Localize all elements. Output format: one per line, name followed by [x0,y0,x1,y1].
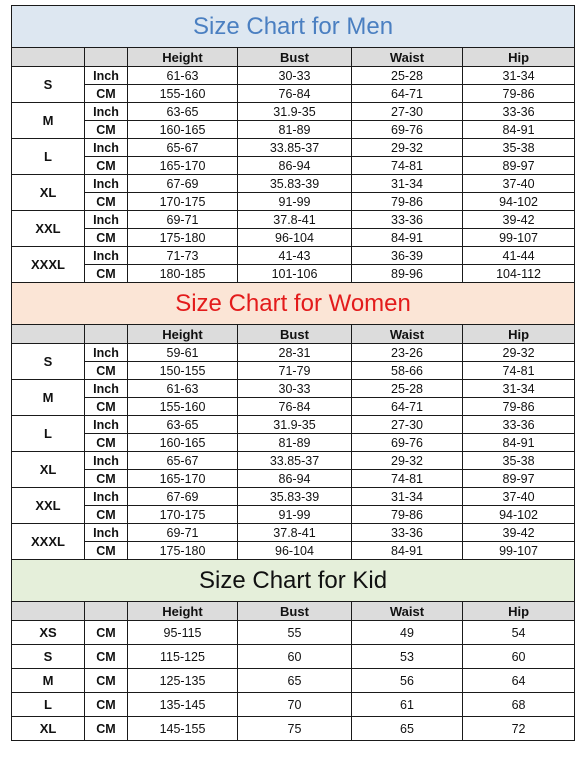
cm-value: 76-84 [238,398,352,416]
cm-value: 84-91 [463,121,575,139]
unit-label-cm: CM [85,193,128,211]
unit-label-inch: Inch [85,139,128,157]
cm-value: 70 [238,693,352,717]
table-row [12,211,575,229]
column-header-height: Height [128,602,238,621]
header-blank-size [12,325,85,344]
size-chart-body [12,6,575,741]
cm-value: 101-106 [238,265,352,283]
unit-label-cm: CM [85,621,128,645]
cm-value: 72 [463,717,575,741]
inch-value: 59-61 [128,344,238,362]
cm-value: 79-86 [352,193,463,211]
cm-value: 155-160 [128,85,238,103]
size-chart-table [11,5,575,741]
cm-value: 79-86 [463,398,575,416]
cm-value: 96-104 [238,542,352,560]
inch-value: 31-34 [463,67,575,85]
table-row [12,542,575,560]
unit-label-inch: Inch [85,211,128,229]
cm-value: 145-155 [128,717,238,741]
inch-value: 30-33 [238,380,352,398]
table-row [12,344,575,362]
unit-label-cm: CM [85,669,128,693]
cm-value: 75 [238,717,352,741]
women-section-title: Size Chart for Women [12,283,575,325]
cm-value: 79-86 [352,506,463,524]
unit-label-cm: CM [85,229,128,247]
cm-value: 64-71 [352,85,463,103]
inch-value: 33-36 [352,524,463,542]
inch-value: 71-73 [128,247,238,265]
cm-value: 94-102 [463,193,575,211]
table-row [12,380,575,398]
men-section-title: Size Chart for Men [12,6,575,48]
inch-value: 31.9-35 [238,103,352,121]
cm-value: 60 [238,645,352,669]
cm-value: 65 [352,717,463,741]
size-label: L [12,139,85,175]
cm-value: 49 [352,621,463,645]
cm-value: 95-115 [128,621,238,645]
unit-label-cm: CM [85,470,128,488]
inch-value: 41-44 [463,247,575,265]
size-label: XL [12,175,85,211]
inch-value: 29-32 [463,344,575,362]
size-label: XXXL [12,524,85,560]
table-row [12,434,575,452]
inch-value: 23-26 [352,344,463,362]
unit-label-inch: Inch [85,344,128,362]
inch-value: 37-40 [463,488,575,506]
unit-label-cm: CM [85,434,128,452]
header-blank-unit [85,325,128,344]
table-row [12,103,575,121]
cm-value: 64 [463,669,575,693]
column-header-height: Height [128,325,238,344]
table-row [12,645,575,669]
column-header-hip: Hip [463,325,575,344]
table-row [12,193,575,211]
table-row [12,621,575,645]
inch-value: 31-34 [352,175,463,193]
cm-value: 165-170 [128,157,238,175]
header-blank-unit [85,48,128,67]
inch-value: 33-36 [463,416,575,434]
column-header-bust: Bust [238,602,352,621]
unit-label-cm: CM [85,398,128,416]
cm-value: 69-76 [352,121,463,139]
table-row [12,669,575,693]
table-row [12,362,575,380]
size-label: L [12,416,85,452]
size-label: XXXL [12,247,85,283]
unit-label-cm: CM [85,693,128,717]
table-row [12,139,575,157]
unit-label-cm: CM [85,265,128,283]
header-blank-size [12,48,85,67]
cm-value: 160-165 [128,121,238,139]
inch-value: 61-63 [128,380,238,398]
inch-value: 35.83-39 [238,175,352,193]
cm-value: 81-89 [238,434,352,452]
inch-value: 39-42 [463,211,575,229]
cm-value: 91-99 [238,193,352,211]
cm-value: 74-81 [352,470,463,488]
inch-value: 27-30 [352,416,463,434]
cm-value: 64-71 [352,398,463,416]
cm-value: 115-125 [128,645,238,669]
cm-value: 54 [463,621,575,645]
cm-value: 74-81 [463,362,575,380]
header-blank-unit [85,602,128,621]
inch-value: 67-69 [128,488,238,506]
unit-label-cm: CM [85,157,128,175]
inch-value: 61-63 [128,67,238,85]
cm-value: 160-165 [128,434,238,452]
men-header-row [12,48,575,67]
kid-section-title: Size Chart for Kid [12,560,575,602]
size-label: XS [12,621,85,645]
cm-value: 71-79 [238,362,352,380]
size-label: S [12,67,85,103]
cm-value: 94-102 [463,506,575,524]
size-label: S [12,645,85,669]
cm-value: 89-97 [463,470,575,488]
cm-value: 53 [352,645,463,669]
table-row [12,470,575,488]
inch-value: 31-34 [463,380,575,398]
table-row [12,157,575,175]
inch-value: 41-43 [238,247,352,265]
table-row [12,488,575,506]
table-row [12,717,575,741]
table-row [12,398,575,416]
cm-value: 135-145 [128,693,238,717]
table-row [12,85,575,103]
table-row [12,693,575,717]
cm-value: 99-107 [463,542,575,560]
cm-value: 84-91 [463,434,575,452]
inch-value: 37.8-41 [238,211,352,229]
column-header-height: Height [128,48,238,67]
kid-header-row [12,602,575,621]
table-row [12,265,575,283]
cm-value: 61 [352,693,463,717]
inch-value: 63-65 [128,103,238,121]
inch-value: 25-28 [352,380,463,398]
inch-value: 37.8-41 [238,524,352,542]
table-row [12,67,575,85]
inch-value: 65-67 [128,139,238,157]
cm-value: 170-175 [128,506,238,524]
cm-value: 125-135 [128,669,238,693]
inch-value: 65-67 [128,452,238,470]
unit-label-inch: Inch [85,380,128,398]
cm-value: 180-185 [128,265,238,283]
size-label: XXL [12,488,85,524]
unit-label-inch: Inch [85,524,128,542]
cm-value: 68 [463,693,575,717]
table-row [12,175,575,193]
inch-value: 31-34 [352,488,463,506]
cm-value: 79-86 [463,85,575,103]
inch-value: 69-71 [128,211,238,229]
unit-label-cm: CM [85,362,128,380]
inch-value: 35.83-39 [238,488,352,506]
column-header-bust: Bust [238,325,352,344]
table-row [12,524,575,542]
column-header-bust: Bust [238,48,352,67]
inch-value: 33.85-37 [238,139,352,157]
cm-value: 175-180 [128,542,238,560]
inch-value: 33-36 [463,103,575,121]
table-row [12,416,575,434]
inch-value: 25-28 [352,67,463,85]
column-header-hip: Hip [463,602,575,621]
cm-value: 58-66 [352,362,463,380]
size-label: XL [12,452,85,488]
inch-value: 39-42 [463,524,575,542]
inch-value: 69-71 [128,524,238,542]
inch-value: 63-65 [128,416,238,434]
header-blank-size [12,602,85,621]
cm-value: 86-94 [238,157,352,175]
cm-value: 175-180 [128,229,238,247]
cm-value: 76-84 [238,85,352,103]
cm-value: 99-107 [463,229,575,247]
inch-value: 30-33 [238,67,352,85]
inch-value: 35-38 [463,452,575,470]
women-title-row [12,283,575,325]
cm-value: 56 [352,669,463,693]
cm-value: 81-89 [238,121,352,139]
size-label: XXL [12,211,85,247]
cm-value: 84-91 [352,542,463,560]
cm-value: 91-99 [238,506,352,524]
size-label: M [12,103,85,139]
size-label: M [12,380,85,416]
inch-value: 37-40 [463,175,575,193]
cm-value: 65 [238,669,352,693]
size-label: XL [12,717,85,741]
cm-value: 170-175 [128,193,238,211]
unit-label-inch: Inch [85,67,128,85]
column-header-waist: Waist [352,602,463,621]
inch-value: 33-36 [352,211,463,229]
unit-label-cm: CM [85,645,128,669]
unit-label-inch: Inch [85,175,128,193]
unit-label-inch: Inch [85,416,128,434]
inch-value: 29-32 [352,452,463,470]
cm-value: 86-94 [238,470,352,488]
inch-value: 33.85-37 [238,452,352,470]
inch-value: 29-32 [352,139,463,157]
cm-value: 104-112 [463,265,575,283]
unit-label-cm: CM [85,717,128,741]
inch-value: 28-31 [238,344,352,362]
women-header-row [12,325,575,344]
table-row [12,229,575,247]
men-title-row [12,6,575,48]
inch-value: 67-69 [128,175,238,193]
cm-value: 60 [463,645,575,669]
inch-value: 31.9-35 [238,416,352,434]
inch-value: 36-39 [352,247,463,265]
cm-value: 84-91 [352,229,463,247]
unit-label-inch: Inch [85,247,128,265]
unit-label-cm: CM [85,121,128,139]
column-header-hip: Hip [463,48,575,67]
cm-value: 74-81 [352,157,463,175]
cm-value: 150-155 [128,362,238,380]
cm-value: 96-104 [238,229,352,247]
table-row [12,452,575,470]
table-row [12,506,575,524]
cm-value: 69-76 [352,434,463,452]
unit-label-inch: Inch [85,452,128,470]
cm-value: 155-160 [128,398,238,416]
table-row [12,121,575,139]
kid-title-row [12,560,575,602]
cm-value: 55 [238,621,352,645]
cm-value: 89-97 [463,157,575,175]
size-label: S [12,344,85,380]
size-chart-sheet [11,5,574,741]
unit-label-inch: Inch [85,488,128,506]
unit-label-cm: CM [85,85,128,103]
inch-value: 27-30 [352,103,463,121]
column-header-waist: Waist [352,48,463,67]
inch-value: 35-38 [463,139,575,157]
cm-value: 89-96 [352,265,463,283]
table-row [12,247,575,265]
size-label: L [12,693,85,717]
column-header-waist: Waist [352,325,463,344]
cm-value: 165-170 [128,470,238,488]
unit-label-cm: CM [85,542,128,560]
unit-label-cm: CM [85,506,128,524]
size-label: M [12,669,85,693]
unit-label-inch: Inch [85,103,128,121]
